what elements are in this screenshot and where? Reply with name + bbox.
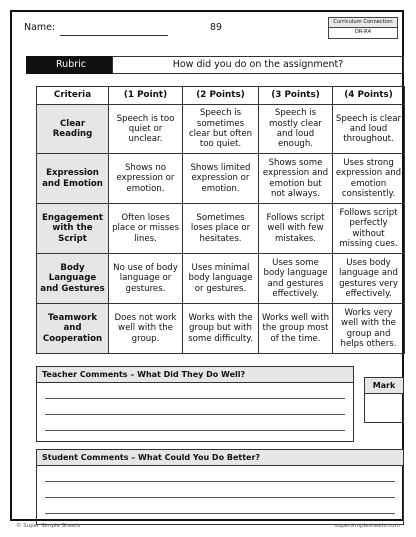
criteria-cell: Teamwork and Cooperation (37, 304, 109, 354)
header-3-points: (3 Points) (259, 87, 333, 105)
curriculum-connection-title: Curriculum Connection (329, 18, 397, 28)
rubric-table (36, 86, 405, 354)
table-row (37, 304, 405, 354)
teacher-comments-box[interactable] (36, 366, 354, 442)
rubric-cell[interactable]: Speech is mostly clear and loud enough. (259, 105, 333, 154)
rubric-cell[interactable]: Shows some expression and emotion but not always. (259, 154, 333, 204)
assignment-question: How did you do on the assignment? (112, 56, 404, 74)
name-input-line[interactable] (60, 35, 168, 36)
writing-line (45, 398, 345, 399)
rubric-cell[interactable]: Shows limited expression or emotion. (183, 154, 259, 204)
rubric-cell[interactable]: Uses some body language and gestures effectively. (259, 254, 333, 304)
rubric-cell[interactable]: Speech is too quiet or unclear. (109, 105, 183, 154)
mark-box[interactable] (364, 377, 404, 423)
table-row (37, 204, 405, 254)
student-comments-box[interactable] (36, 449, 404, 525)
writing-line (45, 414, 345, 415)
rubric-cell[interactable]: Shows no expression or emotion. (109, 154, 183, 204)
footer-copyright: © Super Simple Sheets (16, 523, 81, 529)
writing-line (45, 481, 395, 482)
curriculum-connection-box (328, 17, 398, 39)
header-1-point: (1 Point) (109, 87, 183, 105)
criteria-cell: Engagement with the Script (37, 204, 109, 254)
table-row (37, 254, 405, 304)
criteria-cell: Body Language and Gestures (37, 254, 109, 304)
header-4-points: (4 Points) (333, 87, 405, 105)
student-comments-title: Student Comments – What Could You Do Better? (37, 450, 403, 466)
rubric-cell[interactable]: Uses strong expression and emotion consistently. (333, 154, 405, 204)
teacher-comments-title: Teacher Comments – What Did They Do Well? (37, 367, 353, 383)
rubric-cell[interactable]: Sometimes loses place or hesitates. (183, 204, 259, 254)
curriculum-code: DR-R4 (354, 28, 372, 35)
criteria-cell: Clear Reading (37, 105, 109, 154)
table-header-row (37, 87, 405, 105)
table-row (37, 105, 405, 154)
rubric-cell[interactable]: Works with the group but with some difficulty. (183, 304, 259, 354)
rubric-cell[interactable]: Works very well with the group and helps others. (333, 304, 405, 354)
rubric-cell[interactable]: No use of body language or gestures. (109, 254, 183, 304)
rubric-cell[interactable]: Does not work well with the group. (109, 304, 183, 354)
name-label: Name: (24, 22, 56, 33)
rubric-cell[interactable]: Follows script perfectly without missing cues. (333, 204, 405, 254)
page-number: 89 (210, 22, 223, 33)
writing-line (45, 497, 395, 498)
rubric-cell[interactable]: Often loses place or misses lines. (109, 204, 183, 254)
rubric-cell[interactable]: Speech is sometimes clear but often too quiet. (183, 105, 259, 154)
writing-line (45, 513, 395, 514)
rubric-cell[interactable]: Uses body language and gestures very effectively. (333, 254, 405, 304)
rubric-tab: Rubric (26, 56, 112, 74)
footer-website[interactable]: supersimplesheets.com (334, 523, 400, 529)
table-row (37, 154, 405, 204)
header-2-points: (2 Points) (183, 87, 259, 105)
rubric-cell[interactable]: Speech is clear and loud throughout. (333, 105, 405, 154)
header-criteria: Criteria (37, 87, 109, 105)
worksheet-page (10, 10, 404, 521)
rubric-cell[interactable]: Works well with the group most of the time. (259, 304, 333, 354)
writing-line (45, 430, 345, 431)
rubric-cell[interactable]: Uses minimal body language or gestures. (183, 254, 259, 304)
criteria-cell: Expression and Emotion (37, 154, 109, 204)
mark-label: Mark (365, 378, 403, 394)
rubric-cell[interactable]: Follows script well with few mistakes. (259, 204, 333, 254)
